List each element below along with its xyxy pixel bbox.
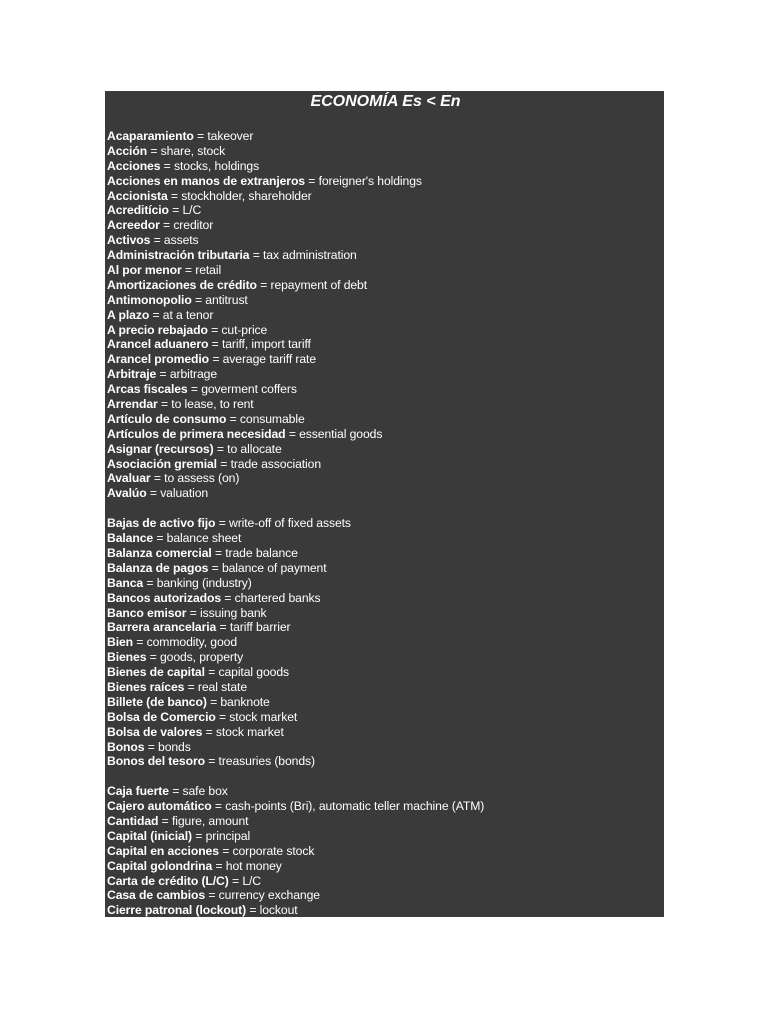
entry-translation: valuation	[160, 486, 209, 501]
entry-translation: tariff, import tariff	[221, 337, 311, 352]
entry-separator: =	[146, 486, 161, 501]
entry-separator: =	[215, 709, 230, 724]
section-gap	[107, 769, 664, 784]
glossary-entry	[107, 531, 664, 546]
glossary-entry	[107, 859, 664, 874]
entry-separator: =	[147, 143, 161, 158]
glossary-entry	[107, 382, 664, 397]
entry-separator: =	[153, 531, 167, 546]
entry-term: Avaluar	[107, 471, 151, 486]
entry-term: Balanza comercial	[107, 545, 212, 560]
entry-separator: =	[187, 382, 202, 397]
glossary-entry	[107, 337, 664, 352]
entry-term: Artículo de consumo	[107, 411, 227, 426]
glossary-entry	[107, 606, 664, 621]
entry-separator: =	[221, 590, 235, 605]
entry-translation: stock market	[215, 724, 284, 739]
entry-term: Barrera arancelaria	[107, 620, 217, 635]
entry-separator: =	[159, 218, 174, 233]
entry-separator: =	[207, 322, 222, 337]
glossary-entry	[107, 427, 664, 442]
glossary-entry	[107, 784, 664, 799]
entry-term: Capital (inicial)	[107, 828, 192, 843]
entry-separator: =	[205, 888, 219, 903]
glossary-entry	[107, 591, 664, 606]
entry-term: Carta de crédito (L/C)	[107, 873, 229, 888]
glossary-entry	[107, 248, 664, 263]
entry-separator: =	[149, 307, 163, 322]
entry-separator: =	[150, 471, 165, 486]
entry-separator: =	[249, 248, 264, 263]
glossary-entry	[107, 546, 664, 561]
entry-separator: =	[157, 397, 172, 412]
glossary-entry	[107, 576, 664, 591]
glossary-entry	[107, 799, 664, 814]
entry-separator: =	[144, 739, 159, 754]
glossary-entry	[107, 695, 664, 710]
section-gap	[107, 501, 664, 516]
glossary-entry	[107, 308, 664, 323]
entry-translation: trade association	[230, 456, 322, 471]
glossary-entry	[107, 740, 664, 755]
glossary-entry	[107, 457, 664, 472]
glossary-entry	[107, 278, 664, 293]
glossary-entry	[107, 561, 664, 576]
entry-separator: =	[211, 799, 226, 814]
glossary-entry	[107, 442, 664, 457]
entry-separator: =	[304, 173, 319, 188]
entry-separator: =	[160, 158, 174, 173]
entry-separator: =	[158, 813, 172, 828]
entry-translation: principal	[205, 828, 251, 843]
entry-separator: =	[212, 858, 226, 873]
entry-term: A plazo	[107, 307, 150, 322]
glossary-entry	[107, 323, 664, 338]
glossary-entry	[107, 144, 664, 159]
entry-term: Bienes	[107, 650, 147, 665]
entry-separator: =	[143, 575, 157, 590]
entry-term: Arbitraje	[107, 367, 157, 382]
entry-term: Bonos	[107, 739, 145, 754]
entry-separator: =	[211, 545, 226, 560]
entry-term: A precio rebajado	[107, 322, 208, 337]
entry-separator: =	[216, 456, 231, 471]
entry-separator: =	[186, 605, 200, 620]
entry-separator: =	[184, 679, 198, 694]
entry-translation: banking (industry)	[156, 575, 252, 590]
entry-separator: =	[191, 828, 206, 843]
glossary-entry	[107, 635, 664, 650]
glossary-entry	[107, 903, 664, 917]
entry-term: Acciones	[107, 158, 161, 173]
entry-term: Arcas fiscales	[107, 382, 188, 397]
entry-separator: =	[146, 650, 160, 665]
entry-term: Avalúo	[107, 486, 147, 501]
entry-translation: capital goods	[218, 665, 289, 680]
glossary-entry	[107, 263, 664, 278]
entry-translation: to assess (on)	[164, 471, 240, 486]
glossary-entry	[107, 174, 664, 189]
entry-translation: retail	[195, 263, 222, 278]
entry-translation: essential goods	[299, 426, 383, 441]
entry-translation: repayment of debt	[270, 277, 368, 292]
entry-translation: cut-price	[221, 322, 268, 337]
entry-translation: treasuries (bonds)	[218, 754, 315, 769]
entry-translation: antitrust	[205, 292, 248, 307]
entry-term: Cajero automático	[107, 799, 212, 814]
entry-term: Banco emisor	[107, 605, 187, 620]
entry-translation: real state	[197, 679, 248, 694]
glossary-entry	[107, 412, 664, 427]
entry-term: Bienes de capital	[107, 665, 205, 680]
glossary-entry	[107, 203, 664, 218]
entry-separator: =	[191, 292, 206, 307]
entry-translation: stock market	[229, 709, 298, 724]
glossary-entry	[107, 218, 664, 233]
entry-term: Artículos de primera necesidad	[107, 426, 286, 441]
entry-translation: arbitrage	[169, 367, 218, 382]
glossary-entry	[107, 725, 664, 740]
entry-term: Arrendar	[107, 397, 158, 412]
glossary-entry	[107, 129, 664, 144]
entry-translation: balance sheet	[166, 531, 242, 546]
entry-separator: =	[208, 560, 222, 575]
entry-translation: consumable	[239, 411, 305, 426]
glossary-entry	[107, 397, 664, 412]
entry-term: Bancos autorizados	[107, 590, 222, 605]
entry-translation: to allocate	[227, 441, 282, 456]
entry-translation: cash-points (Bri), automatic teller machine (ATM)	[225, 799, 485, 814]
glossary-entry	[107, 814, 664, 829]
entry-translation: takeover	[207, 129, 254, 143]
entry-separator: =	[208, 337, 222, 352]
entry-term: Amortizaciones de crédito	[107, 277, 257, 292]
entry-separator: =	[256, 277, 271, 292]
glossary-entry	[107, 159, 664, 174]
entry-term: Antimonopolio	[107, 292, 192, 307]
glossary-entry	[107, 367, 664, 382]
entry-term: Acreedor	[107, 218, 160, 233]
entry-term: Caja fuerte	[107, 784, 169, 799]
entry-translation: lockout	[259, 903, 298, 917]
entry-translation: goods, property	[159, 650, 244, 665]
entry-separator: =	[133, 635, 147, 650]
entry-separator: =	[218, 843, 233, 858]
page-title: ECONOMÍA Es < En	[310, 93, 461, 110]
entry-translation: to lease, to rent	[171, 397, 254, 412]
entry-translation: trade balance	[225, 545, 298, 560]
glossary-entry	[107, 874, 664, 889]
entry-term: Bienes raíces	[107, 679, 185, 694]
entry-separator: =	[213, 441, 228, 456]
entry-translation: safe box	[182, 784, 228, 799]
glossary-entry	[107, 233, 664, 248]
entry-term: Activos	[107, 233, 151, 248]
glossary-entry	[107, 486, 664, 501]
entry-term: Arancel aduanero	[107, 337, 209, 352]
entry-term: Asociación gremial	[107, 456, 217, 471]
entry-separator: =	[228, 873, 243, 888]
entry-translation: tariff barrier	[229, 620, 291, 635]
entry-separator: =	[167, 188, 182, 203]
entry-term: Capital golondrina	[107, 858, 213, 873]
entry-term: Acaparamiento	[107, 129, 194, 143]
entry-separator: =	[181, 263, 196, 278]
entry-translation: balance of payment	[221, 560, 327, 575]
entry-translation: creditor	[173, 218, 214, 233]
glossary-list	[107, 129, 664, 917]
entry-translation: at a tenor	[162, 307, 214, 322]
entry-translation: tax administration	[263, 248, 357, 263]
entry-separator: =	[209, 352, 223, 367]
entry-term: Accionista	[107, 188, 168, 203]
entry-term: Billete (de banco)	[107, 694, 207, 709]
entry-translation: L/C	[182, 203, 202, 218]
entry-translation: stocks, holdings	[173, 158, 260, 173]
entry-translation: share, stock	[160, 143, 226, 158]
glossary-entry	[107, 189, 664, 204]
entry-term: Casa de cambios	[107, 888, 206, 903]
entry-translation: issuing bank	[200, 605, 267, 620]
entry-term: Acción	[107, 143, 148, 158]
entry-term: Bolsa de valores	[107, 724, 203, 739]
entry-separator: =	[168, 784, 183, 799]
entry-separator: =	[206, 694, 221, 709]
entry-term: Balance	[107, 531, 154, 546]
glossary-page	[105, 91, 664, 917]
entry-term: Asignar (recursos)	[107, 441, 214, 456]
entry-translation: L/C	[242, 873, 261, 888]
entry-separator: =	[193, 129, 208, 143]
entry-separator: =	[285, 426, 300, 441]
entry-term: Bien	[107, 635, 134, 650]
entry-translation: bonds	[158, 739, 191, 754]
entry-translation: banknote	[220, 694, 270, 709]
entry-term: Administración tributaria	[107, 248, 250, 263]
entry-translation: corporate stock	[232, 843, 315, 858]
glossary-entry	[107, 665, 664, 680]
glossary-entry	[107, 352, 664, 367]
entry-separator: =	[215, 516, 229, 531]
entry-translation: average tariff rate	[222, 352, 317, 367]
entry-term: Acreditício	[107, 203, 169, 218]
entry-separator: =	[246, 903, 260, 917]
entry-term: Banca	[107, 575, 144, 590]
entry-separator: =	[204, 754, 219, 769]
entry-translation: foreigner's holdings	[318, 173, 422, 188]
entry-separator: =	[202, 724, 216, 739]
glossary-entry	[107, 829, 664, 844]
glossary-entry	[107, 293, 664, 308]
entry-separator: =	[168, 203, 183, 218]
entry-separator: =	[150, 233, 164, 248]
entry-translation: figure, amount	[171, 813, 249, 828]
entry-term: Bolsa de Comercio	[107, 709, 216, 724]
entry-separator: =	[216, 620, 230, 635]
entry-term: Al por menor	[107, 263, 182, 278]
glossary-entry	[107, 680, 664, 695]
glossary-entry	[107, 620, 664, 635]
entry-term: Balanza de pagos	[107, 560, 209, 575]
entry-translation: chartered banks	[234, 590, 321, 605]
entry-translation: commodity, good	[146, 635, 238, 650]
entry-translation: currency exchange	[218, 888, 320, 903]
glossary-entry	[107, 516, 664, 531]
glossary-entry	[107, 754, 664, 769]
entry-translation: write-off of fixed assets	[229, 516, 351, 531]
entry-term: Acciones en manos de extranjeros	[107, 173, 305, 188]
entry-term: Bonos del tesoro	[107, 754, 205, 769]
glossary-entry	[107, 888, 664, 903]
entry-term: Cantidad	[107, 813, 159, 828]
entry-translation: assets	[163, 233, 199, 248]
glossary-entry	[107, 471, 664, 486]
entry-term: Capital en acciones	[107, 843, 219, 858]
entry-separator: =	[204, 665, 219, 680]
glossary-entry	[107, 844, 664, 859]
glossary-entry	[107, 710, 664, 725]
entry-translation: hot money	[225, 858, 282, 873]
glossary-entry	[107, 650, 664, 665]
entry-term: Cierre patronal (lockout)	[107, 903, 247, 917]
entry-separator: =	[156, 367, 170, 382]
entry-translation: stockholder, shareholder	[181, 188, 312, 203]
entry-term: Arancel promedio	[107, 352, 210, 367]
entry-separator: =	[226, 411, 240, 426]
entry-term: Bajas de activo fijo	[107, 516, 216, 531]
entry-translation: goverment coffers	[201, 382, 297, 397]
